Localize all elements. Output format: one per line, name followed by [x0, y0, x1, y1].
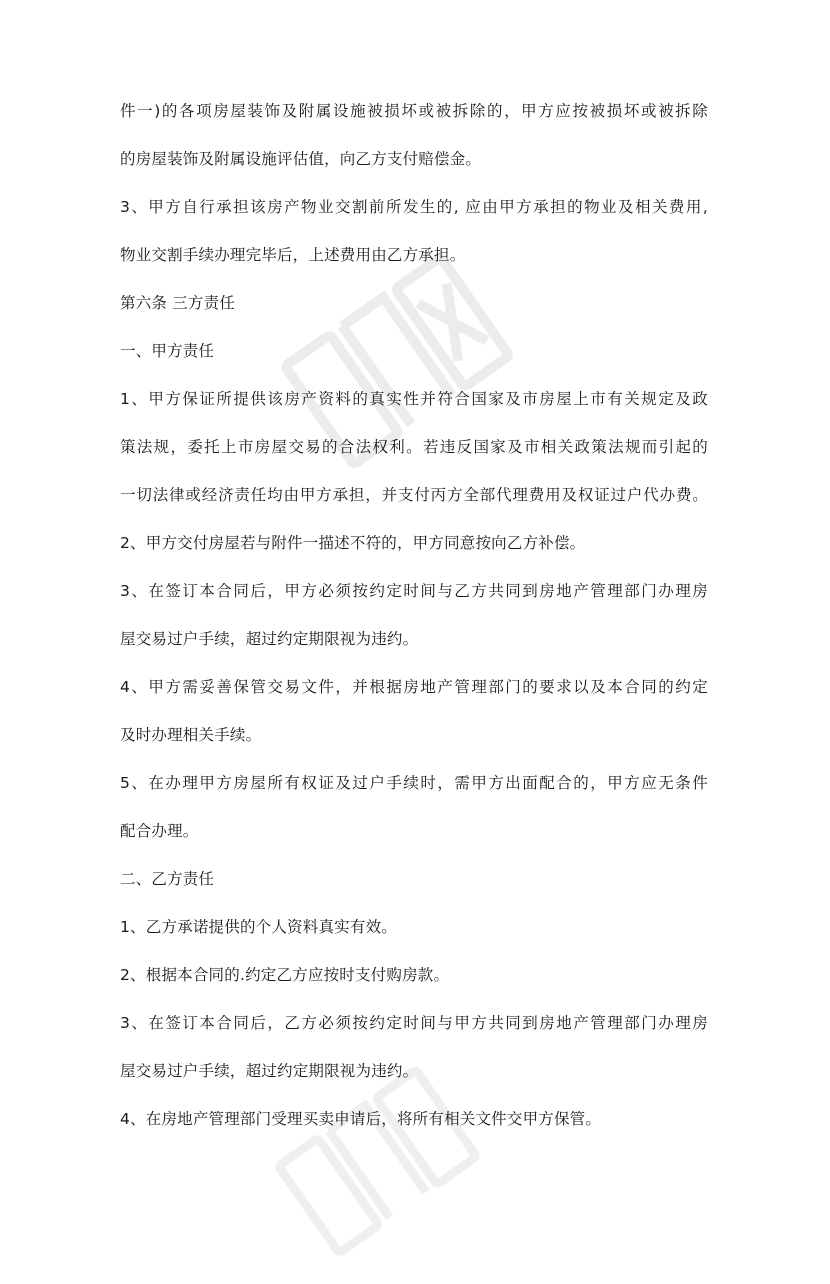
paragraph-line: 屋交易过户手续，超过约定期限视为违约。: [120, 1062, 419, 1080]
paragraph-line: 3、在签订本合同后，甲方必须按约定时间与乙方共同到房地产管理部门办理房: [120, 582, 708, 600]
paragraph-line: 4、在房地产管理部门受理买卖申请后，将所有相关文件交甲方保管。: [120, 1110, 602, 1128]
paragraph-line: 策法规，委托上市房屋交易的合法权利。若违反国家及市相关政策法规而引起的: [120, 438, 708, 456]
paragraph-line: 5、在办理甲方房屋所有权证及过户手续时，需甲方出面配合的，甲方应无条件: [120, 774, 708, 792]
section-heading: 第六条 三方责任: [120, 294, 236, 312]
paragraph-line: 3、甲方自行承担该房产物业交割前所发生的, 应由甲方承担的物业及相关费用,: [120, 198, 708, 216]
paragraph-line: 1、甲方保证所提供该房产资料的真实性并符合国家及市房屋上市有关规定及政: [120, 390, 708, 408]
paragraph-line: 4、甲方需妥善保管交易文件，并根据房地产管理部门的要求以及本合同的约定: [120, 678, 708, 696]
paragraph-line: 3、在签订本合同后，乙方必须按约定时间与甲方共同到房地产管理部门办理房: [120, 1014, 708, 1032]
paragraph-line: 物业交割手续办理完毕后，上述费用由乙方承担。: [120, 246, 466, 264]
paragraph-line: 配合办理。: [120, 822, 199, 840]
paragraph-line: 屋交易过户手续，超过约定期限视为违约。: [120, 630, 419, 648]
paragraph-line: 及时办理相关手续。: [120, 726, 262, 744]
paragraph-line: 的房屋装饰及附属设施评估值，向乙方支付赔偿金。: [120, 150, 482, 168]
paragraph-line: 1、乙方承诺提供的个人资料真实有效。: [120, 918, 397, 936]
subsection-heading: 一、甲方责任: [120, 342, 215, 360]
subsection-heading: 二、乙方责任: [120, 870, 215, 888]
document-body: [120, 101, 720, 1157]
paragraph-line: 件一)的各项房屋装饰及附属设施被损坏或被拆除的，甲方应按被损坏或被拆除: [120, 102, 708, 120]
paragraph-line: 一切法律或经济责任均由甲方承担，并支付丙方全部代理费用及权证过户代办费。: [120, 486, 708, 504]
paragraph-line: 2、根据本合同的.约定乙方应按时支付购房款。: [120, 966, 450, 984]
paragraph-line: 2、甲方交付房屋若与附件一描述不符的，甲方同意按向乙方补偿。: [120, 534, 586, 552]
